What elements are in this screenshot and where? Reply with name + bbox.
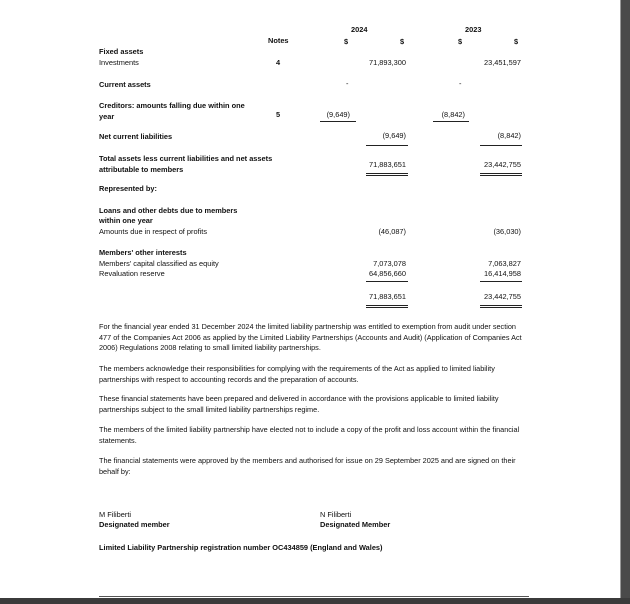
investments-2023: 23,451,597: [484, 58, 521, 67]
currency-2023-b: $: [514, 37, 519, 46]
final-2024-line-b: [366, 307, 408, 308]
currency-2023-a: $: [458, 37, 463, 46]
creditors-2023-underline: [433, 121, 469, 122]
final-2024-line-a: [366, 305, 408, 306]
net-current-2023-underline: [480, 145, 522, 146]
creditors-2024: (9,649): [326, 110, 350, 119]
creditors-label-line2: year: [99, 112, 115, 121]
responsibilities-paragraph: The members acknowledge their responsibilities for complying with the requirements of the Act as applied to limited liability partnerships with respect to accounting records and the preparation of accounts.: [99, 364, 495, 384]
notes-header: Notes: [268, 36, 289, 45]
registration-number: Limited Liability Partnership registration number OC434859 (England and Wales): [99, 543, 383, 552]
profits-2024: (46,087): [378, 227, 406, 236]
profits-label: Amounts due in respect of profits: [99, 227, 208, 236]
viewer-bottom-edge: [0, 598, 630, 604]
total-label-line2: attributable to members: [99, 165, 184, 174]
investments-note: 4: [276, 58, 281, 67]
current-assets-2023: -: [459, 79, 462, 88]
signatory-1-role: Designated member: [99, 520, 170, 529]
total-2024-line-b: [366, 175, 408, 176]
members-2024-line: [366, 281, 408, 282]
footer-divider: [99, 596, 529, 597]
net-current-2024: (9,649): [382, 131, 406, 140]
creditors-note: 5: [276, 110, 281, 119]
final-total-2023: 23,442,755: [484, 292, 521, 301]
final-2023-line-b: [480, 307, 522, 308]
creditors-2024-underline: [320, 121, 356, 122]
fixed-assets-label: Fixed assets: [99, 47, 144, 56]
loans-label-line1: Loans and other debts due to members: [99, 206, 238, 215]
capital-label: Members' capital classified as equity: [99, 259, 219, 268]
represented-by-label: Represented by:: [99, 184, 157, 193]
total-2023-line-a: [480, 173, 522, 174]
members-2023-line: [480, 281, 522, 282]
total-label-line1: Total assets less current liabilities and net assets: [99, 154, 273, 163]
net-current-label: Net current liabilities: [99, 132, 173, 141]
net-current-2023: (8,842): [497, 131, 521, 140]
net-current-2024-underline: [366, 145, 408, 146]
approval-paragraph: The financial statements were approved by the members and authorised for issue on 29 September 2025 and are signed on their behalf by:: [99, 456, 516, 476]
capital-2023: 7,063,827: [488, 259, 521, 268]
currency-2024-b: $: [400, 37, 405, 46]
revaluation-2023: 16,414,958: [484, 269, 521, 278]
total-2023-line-b: [480, 175, 522, 176]
total-2024-line-a: [366, 173, 408, 174]
total-2024: 71,883,651: [369, 160, 406, 169]
investments-label: Investments: [99, 58, 139, 67]
profit-loss-paragraph: The members of the limited liability partnership have elected not to include a copy of the profit and loss account within the financial statements.: [99, 425, 520, 445]
profits-2023: (36,030): [493, 227, 521, 236]
loans-label-line2: within one year: [99, 216, 153, 225]
signatory-1-name: M Filiberti: [99, 510, 132, 519]
current-assets-2024: -: [346, 79, 349, 88]
revaluation-2024: 64,856,660: [369, 269, 406, 278]
creditors-label-line1: Creditors: amounts falling due within one: [99, 101, 245, 110]
year-2023-header: 2023: [465, 25, 482, 34]
audit-exemption-paragraph: For the financial year ended 31 December 2024 the limited liability partnership was entitled to exemption from audit under section 477 of the Companies Act 2006 as applied by the Limited Liability Partnerships (Accounts and Audit) (Application of Companies Act 2006) Regulations 2008 relating to small limited liability partnerships.: [99, 322, 522, 352]
final-total-2024: 71,883,651: [369, 292, 406, 301]
creditors-2023: (8,842): [441, 110, 465, 119]
investments-2024: 71,893,300: [369, 58, 406, 67]
signatory-2-name: N Filiberti: [320, 510, 352, 519]
current-assets-label: Current assets: [99, 80, 151, 89]
year-2024-header: 2024: [351, 25, 368, 34]
total-2023: 23,442,755: [484, 160, 521, 169]
capital-2024: 7,073,078: [373, 259, 406, 268]
revaluation-label: Revaluation reserve: [99, 269, 165, 278]
small-regime-paragraph: These financial statements have been prepared and delivered in accordance with the provisions applicable to limited liability partnerships subject to the small limited liability partnerships regime.: [99, 394, 499, 414]
viewer-scroll-gutter: [621, 0, 630, 604]
currency-2024-a: $: [344, 37, 349, 46]
members-other-label: Members' other interests: [99, 248, 187, 257]
final-2023-line-a: [480, 305, 522, 306]
signatory-2-role: Designated Member: [320, 520, 391, 529]
